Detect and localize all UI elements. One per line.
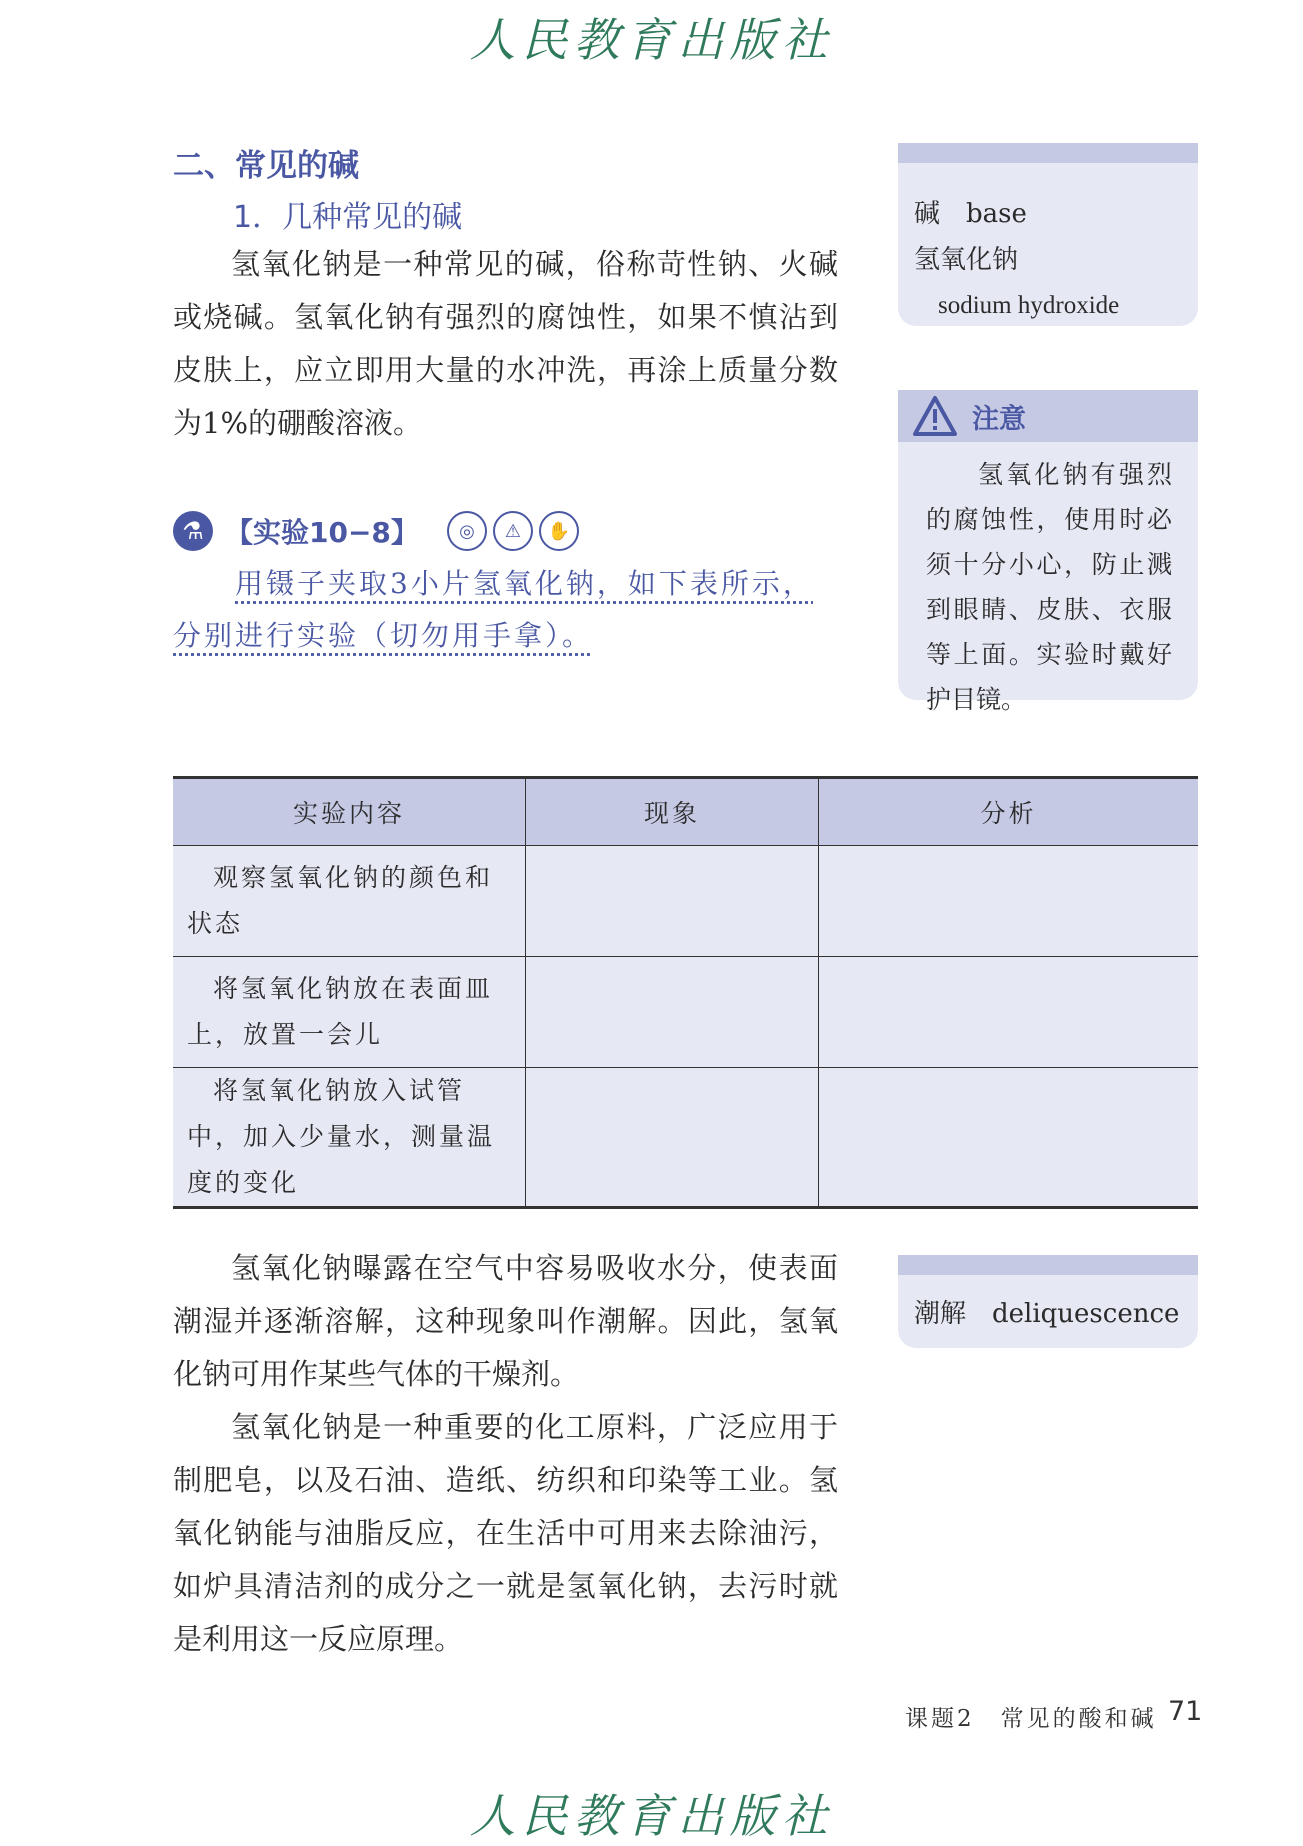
experiment-header bbox=[173, 510, 579, 552]
vocab-sodium-hydroxide-cn: 氢氧化钠 bbox=[914, 245, 1019, 275]
vocab-deliquescence: 潮解 deliquescence bbox=[914, 1299, 1180, 1329]
table-cell-analysis bbox=[819, 846, 1199, 957]
experiment-label: 【实验10−8】 bbox=[225, 516, 419, 549]
experiment-instructions: 用镊子夹取3小片氢氧化钠，如下表所示，分别进行实验（切勿用手拿）。 bbox=[173, 567, 814, 652]
paragraph-industrial-uses: 氢氧化钠是一种重要的化工原料，广泛应用于制肥皂，以及石油、造纸、纺织和印染等工业。氢氧化钠能与油脂反应，在生活中可用来去除油污，如炉具清洁剂的成分之一就是氢氧化钠，去污时就是利用这一反应原理。 bbox=[173, 1410, 838, 1656]
caution-box bbox=[898, 390, 1198, 714]
table-header-analysis: 分析 bbox=[819, 778, 1199, 846]
hand-wash-icon: ⚠ bbox=[493, 511, 533, 551]
table-row bbox=[173, 846, 1198, 957]
vocab-box-base bbox=[898, 143, 1198, 326]
table-cell-analysis bbox=[819, 1068, 1199, 1208]
table-row bbox=[173, 1068, 1198, 1208]
table-header-phenomenon: 现象 bbox=[526, 778, 819, 846]
table-header-content: 实验内容 bbox=[173, 778, 526, 846]
vocab-box-bar bbox=[898, 1255, 1198, 1275]
publisher-logo-top: 人民教育出版社 bbox=[469, 13, 834, 67]
table-cell-phenomenon bbox=[526, 846, 819, 957]
table-header-row bbox=[173, 778, 1198, 846]
page-number: 71 bbox=[1168, 1696, 1203, 1727]
caution-text: 氢氧化钠有强烈的腐蚀性，使用时必须十分小心，防止溅到眼睛、皮肤、衣服等上面。实验时戴好护目镜。 bbox=[926, 460, 1172, 714]
goggles-icon: ◎ bbox=[447, 511, 487, 551]
paragraph-sodium-hydroxide-intro: 氢氧化钠是一种常见的碱，俗称苛性钠、火碱或烧碱。氢氧化钠有强烈的腐蚀性，如果不慎沾到皮肤上，应立即用大量的水冲洗，再涂上质量分数为1%的硼酸溶液。 bbox=[173, 247, 838, 440]
vocab-box-deliquescence bbox=[898, 1255, 1198, 1348]
caution-header bbox=[898, 390, 1198, 442]
section-title: 二、常见的碱 bbox=[173, 148, 359, 184]
vocab-box-bar bbox=[898, 143, 1198, 163]
flask-icon: ⚗ bbox=[173, 511, 213, 551]
table-cell-phenomenon bbox=[526, 957, 819, 1068]
experiment-table bbox=[173, 776, 1198, 1209]
vocab-base: 碱 base bbox=[914, 199, 1027, 229]
table-cell-analysis bbox=[819, 957, 1199, 1068]
gloves-icon: ✋ bbox=[539, 511, 579, 551]
table-cell-phenomenon bbox=[526, 1068, 819, 1208]
safety-icons bbox=[447, 511, 579, 551]
chapter-footer: 课题2 常见的酸和碱 bbox=[905, 1706, 1157, 1732]
section-subtitle: 1．几种常见的碱 bbox=[233, 200, 463, 235]
paragraph-deliquescence: 氢氧化钠曝露在空气中容易吸收水分，使表面潮湿并逐渐溶解，这种现象叫作潮解。因此，氢氧化钠可用作某些气体的干燥剂。 bbox=[173, 1251, 838, 1391]
table-cell-content: 将氢氧化钠放在表面皿上，放置一会儿 bbox=[173, 957, 526, 1068]
warning-icon bbox=[912, 395, 958, 437]
table-cell-content: 观察氢氧化钠的颜色和状态 bbox=[173, 846, 526, 957]
table-cell-content: 将氢氧化钠放入试管中，加入少量水，测量温度的变化 bbox=[173, 1068, 526, 1208]
table-row bbox=[173, 957, 1198, 1068]
caution-title: 注意 bbox=[972, 403, 1026, 435]
publisher-logo-bottom: 人民教育出版社 bbox=[469, 1789, 834, 1843]
vocab-sodium-hydroxide-en: sodium hydroxide bbox=[938, 292, 1120, 319]
